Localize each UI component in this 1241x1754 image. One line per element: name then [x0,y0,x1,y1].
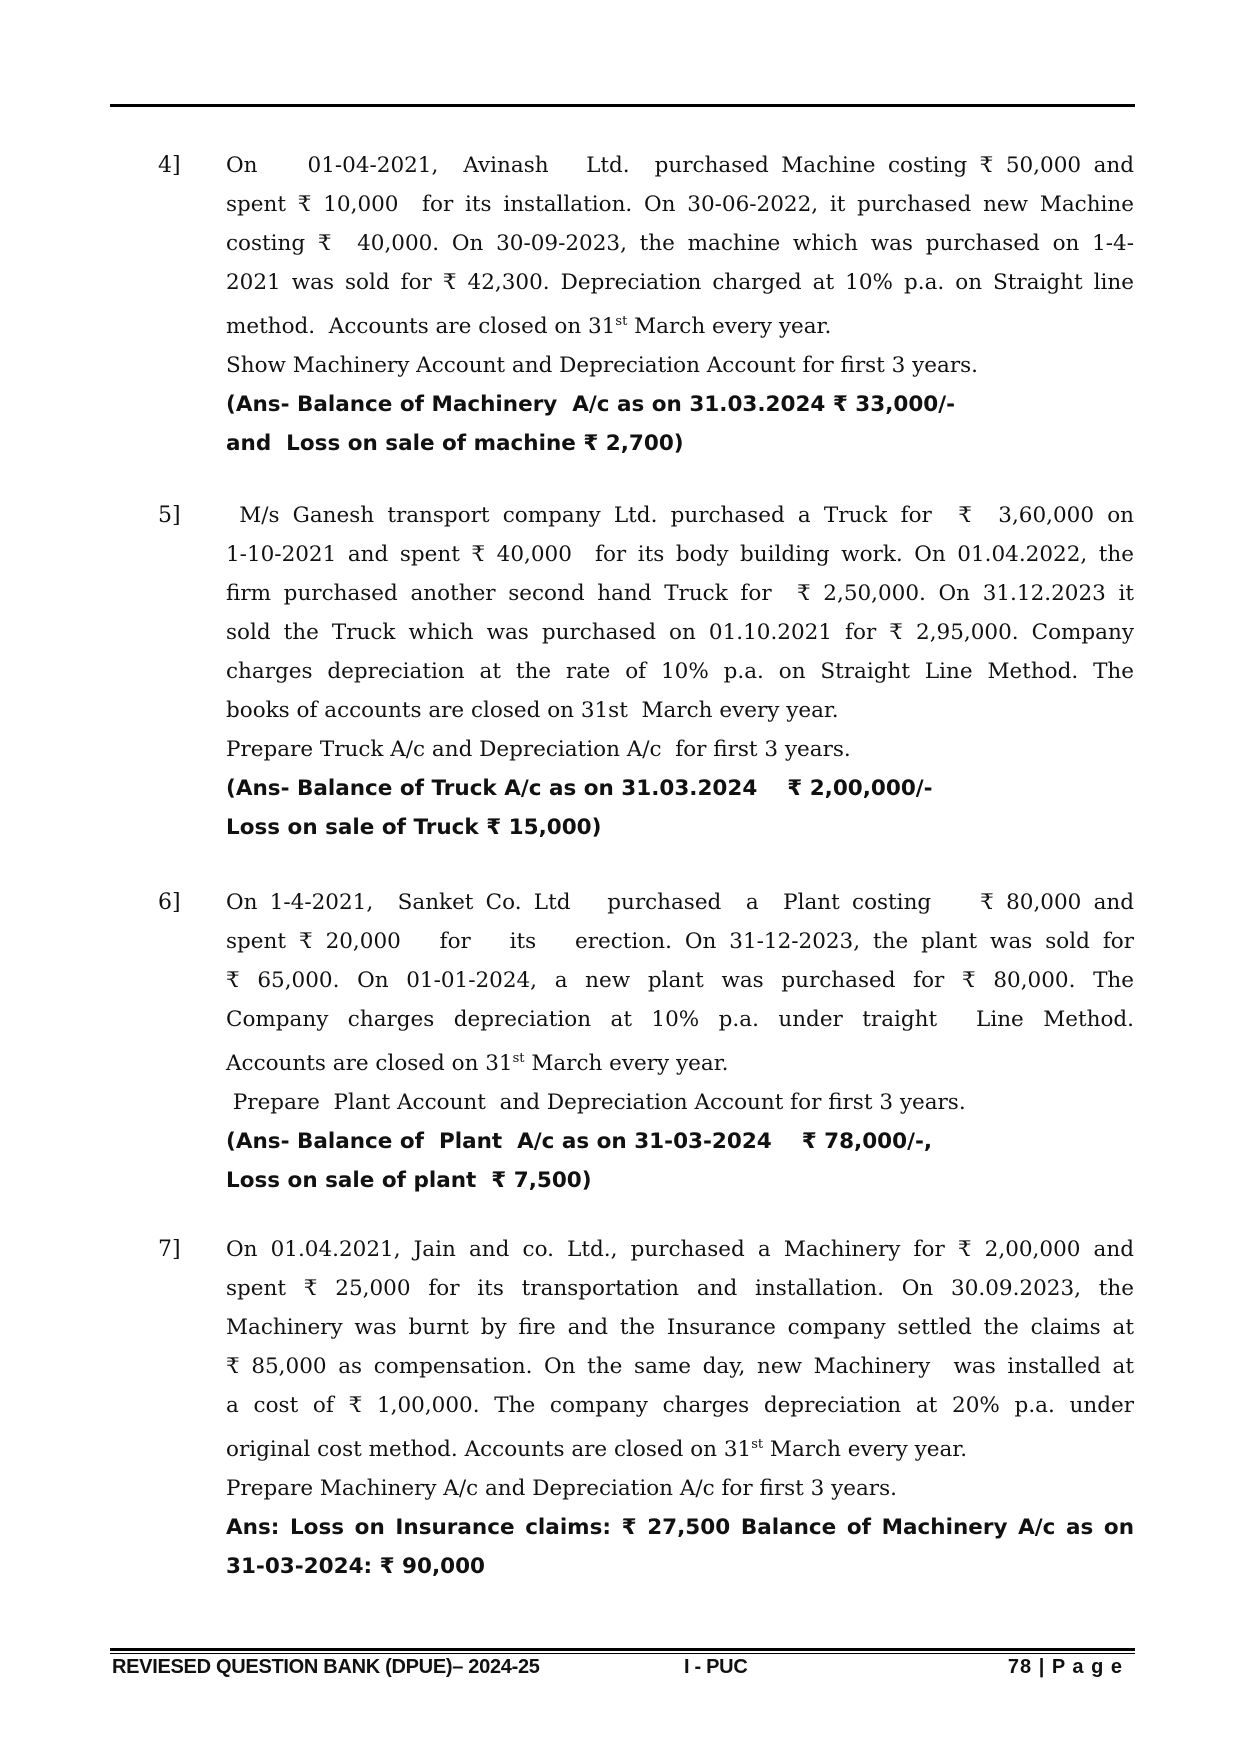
question-text-line: M/s Ganesh transport company Ltd. purchased a Truck for ₹ 3,60,000 on [226,503,1134,528]
question-text-line: costing ₹ 40,000. On 30-09-2023, the machine which was purchased on 1-4- [226,231,1134,256]
question-text-line: On 01.04.2021, Jain and co. Ltd., purchased a Machinery for ₹ 2,00,000 and [226,1237,1134,1262]
question-text-line: sold the Truck which was purchased on 01.10.2021 for ₹ 2,95,000. Company [226,620,1134,645]
question-body [226,883,1134,1200]
footer-title: REVIESED QUESTION BANK (DPUE)– 2024-25 [112,1656,540,1678]
question-text-line: a cost of ₹ 1,00,000. The company charges depreciation at 20% p.a. under [226,1393,1134,1418]
question-text-line: On 01-04-2021, Avinash Ltd. purchased Machine costing ₹ 50,000 and [226,153,1134,178]
question-text-line: method. Accounts are closed on 31st March every year. [226,314,832,340]
question-text-line: Company charges depreciation at 10% p.a. under traight Line Method. [226,1007,1134,1032]
question-text-line: ₹ 65,000. On 01-01-2024, a new plant was purchased for ₹ 80,000. The [226,968,1134,993]
header-rule [110,104,1135,107]
answer-line: and Loss on sale of machine ₹ 2,700) [226,431,684,457]
question-number: 7] [158,1237,181,1262]
question-body [226,496,1134,847]
question-text-line: spent ₹ 25,000 for its transportation and installation. On 30.09.2023, the [226,1276,1134,1301]
question-text-line: 1-10-2021 and spent ₹ 40,000 for its body building work. On 01.04.2022, the [226,542,1134,567]
question-body [226,146,1134,463]
answer-line: Ans: Loss on Insurance claims: ₹ 27,500 Balance of Machinery A/c as on [226,1515,1134,1541]
question-number: 4] [158,153,181,178]
answer-line: (Ans- Balance of Plant A/c as on 31-03-2024 ₹ 78,000/-, [226,1129,933,1155]
question-text-line: 2021 was sold for ₹ 42,300. Depreciation charged at 10% p.a. on Straight line [226,270,1134,295]
footer-rule-thin [110,1653,1135,1654]
question-body [226,1230,1134,1586]
question-instruction: Show Machinery Account and Depreciation Account for first 3 years. [226,353,978,379]
question-instruction: Prepare Machinery A/c and Depreciation A/c for first 3 years. [226,1476,897,1502]
footer-class: I - PUC [684,1656,748,1678]
answer-line: (Ans- Balance of Machinery A/c as on 31.03.2024 ₹ 33,000/- [226,392,956,418]
footer-rule [110,1648,1135,1651]
question-number: 6] [158,890,181,915]
question-text-line: spent ₹ 20,000 for its erection. On 31-12-2023, the plant was sold for [226,929,1134,954]
question-text-line: On 1-4-2021, Sanket Co. Ltd purchased a Plant costing ₹ 80,000 and [226,890,1134,915]
question-text-line: Machinery was burnt by fire and the Insurance company settled the claims at [226,1315,1134,1340]
question-text-line: firm purchased another second hand Truck for ₹ 2,50,000. On 31.12.2023 it [226,581,1134,606]
answer-line: (Ans- Balance of Truck A/c as on 31.03.2024 ₹ 2,00,000/- [226,776,933,801]
question-instruction: Prepare Truck A/c and Depreciation A/c for first 3 years. [226,737,851,762]
answer-line: Loss on sale of Truck ₹ 15,000) [226,815,602,840]
answer-line: Loss on sale of plant ₹ 7,500) [226,1168,592,1194]
question-text-line: original cost method. Accounts are closed on 31st March every year. [226,1437,968,1463]
answer-line: 31-03-2024: ₹ 90,000 [226,1554,486,1580]
question-instruction: Prepare Plant Account and Depreciation Account for first 3 years. [226,1090,966,1116]
question-number: 5] [158,503,181,528]
question-text-line: Accounts are closed on 31st March every year. [226,1051,729,1077]
question-text-line: charges depreciation at the rate of 10% p.a. on Straight Line Method. The [226,659,1134,684]
question-text-line: books of accounts are closed on 31st March every year. [226,698,839,723]
question-text-line: spent ₹ 10,000 for its installation. On 30-06-2022, it purchased new Machine [226,192,1134,217]
question-text-line: ₹ 85,000 as compensation. On the same day, new Machinery was installed at [226,1354,1134,1379]
footer-page-number: 78 | P a g e [1007,1656,1123,1678]
